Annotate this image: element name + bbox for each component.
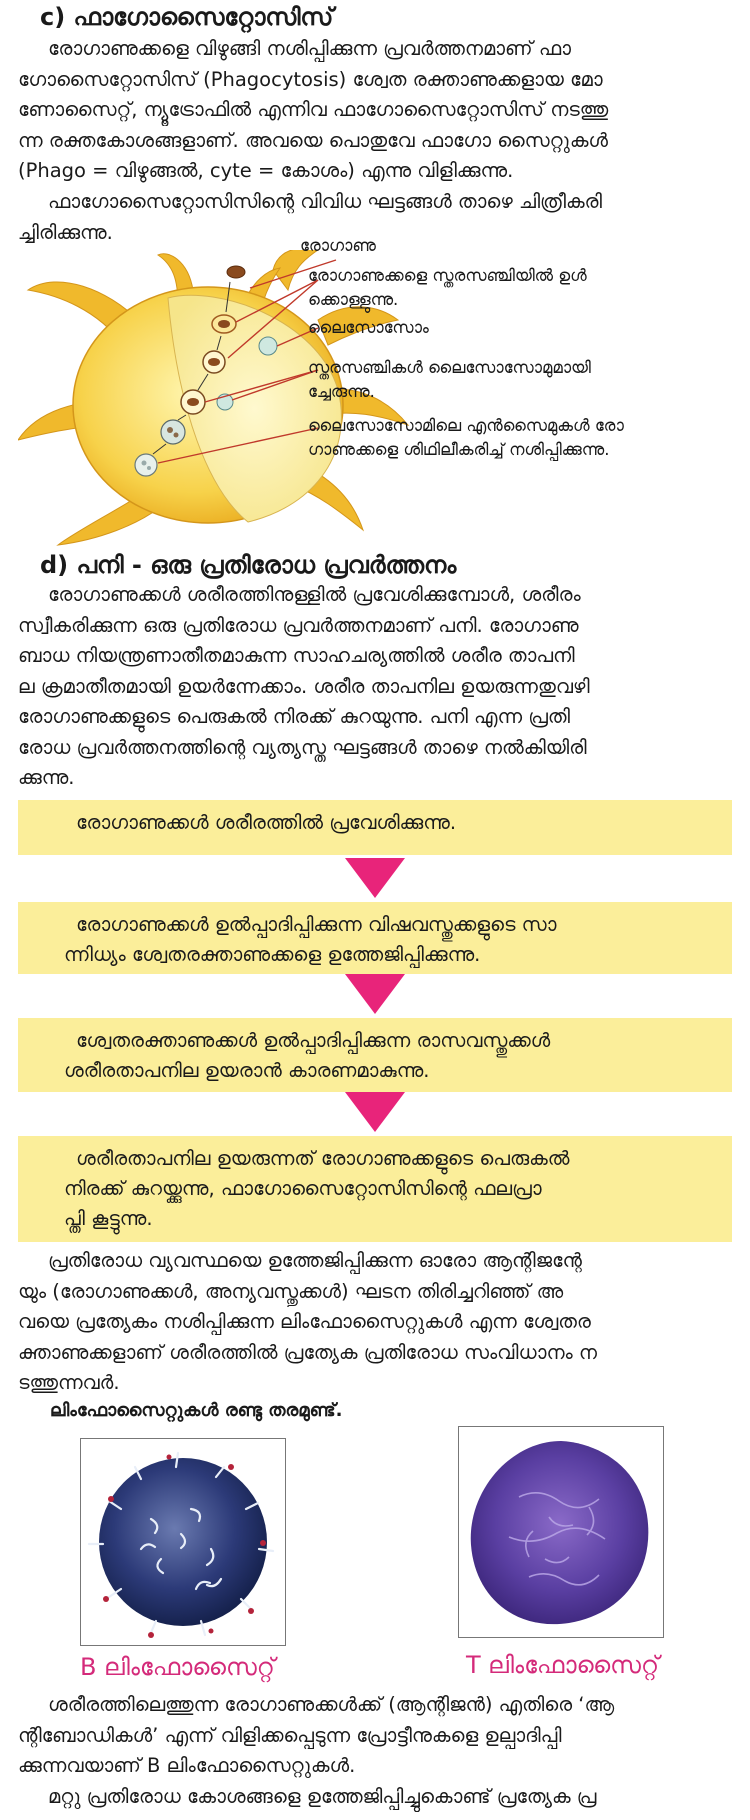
b-lymphocyte-image	[80, 1438, 286, 1646]
flow-step-text: രോഗാണുക്കൾ ശരീരത്തിൽ പ്രവേശിക്കുന്നു.	[76, 811, 457, 834]
text-line: രോഗാണുക്കളെ വിഴുങ്ങി നശിപ്പിക്കുന്ന പ്രവർത്തനമാണ് ഫാ	[48, 37, 572, 60]
flow-step-text: ശ്വേതരക്താണുക്കൾ ഉൽപ്പാദിപ്പിക്കുന്ന രാസവസ്തുക്കൾ	[76, 1029, 551, 1052]
label-fuse-line2: ച്ചേരുന്നു.	[308, 382, 375, 401]
phagocytosis-diagram	[18, 236, 732, 550]
fever-flow-step-4	[18, 1136, 732, 1242]
lymphocyte-types-heading: ലിംഫോസൈറ്റുകൾ രണ്ടു തരമുണ്ട്.	[50, 1400, 343, 1421]
text-line: യും (രോഗാണുക്കൾ, അന്യവസ്തുക്കൾ) ഘടന തിരിച്ചറിഞ്ഞ് അ	[18, 1279, 564, 1303]
text-line: ശരീരത്തിലെത്തുന്ന രോഗാണുക്കൾക്ക് (ആന്റിജൻ) എതിരെ ‘ആ	[48, 1693, 615, 1716]
b-lymphocyte-caption: B ലിംഫോസൈറ്റ്	[80, 1653, 275, 1681]
lymphocyte-paragraph	[18, 1246, 732, 1399]
lysosome-icon	[259, 337, 277, 355]
text-line: വയെ പ്രത്യേകം നശിപ്പിക്കുന്ന ലിംഫോസൈറ്റുകൾ എന്ന ശ്വേതര	[18, 1310, 591, 1333]
flow-step-text: ശരീരതാപനില ഉയരുന്നത് രോഗാണുക്കളുടെ പെരുകൽ	[76, 1147, 570, 1170]
fever-flow-step-3	[18, 1018, 732, 1092]
phagocytosis-paragraph	[18, 34, 732, 187]
flow-step-text: നിരക്ക് കുറയ്ക്കുന്നു, ഫാഗോസൈറ്റോസിസിന്റെ ഫലപ്രാ	[64, 1177, 542, 1200]
down-triangle-icon	[345, 1092, 405, 1132]
text-line: ഫാഗോസൈറ്റോസിസിന്റെ വിവിധ ഘട്ടങ്ങൾ താഴെ ചിത്രീകരി	[48, 190, 602, 213]
label-engulf-line1: രോഗാണുക്കളെ സ്തരസഞ്ചിയിൽ ഉൾ	[308, 266, 587, 285]
section-d-heading: d) പനി - ഒരു പ്രതിരോധ പ്രവർത്തനം	[40, 551, 457, 579]
flow-step-text: പ്തി കൂട്ടുന്നു.	[64, 1207, 153, 1230]
text-line: രോഗാണുക്കൾ ശരീരത്തിനുള്ളിൽ പ്രവേശിക്കുമ്പോൾ, ശരീരം	[48, 583, 581, 606]
flow-step-text: ശരീരതാപനില ഉയരാൻ കാരണമാകുന്നു.	[64, 1059, 430, 1082]
residual-body-icon	[135, 454, 157, 476]
down-triangle-icon	[345, 858, 405, 898]
fever-flow-step-2	[18, 902, 732, 974]
t-lymphocyte-illustration	[459, 1427, 663, 1637]
text-line: (Phago = വിഴുങ്ങൽ, cyte = കോശം) എന്നു വിളിക്കുന്നു.	[18, 159, 514, 182]
text-line: ക്കുന്നു.	[18, 766, 75, 789]
flow-step-text: ന്നിധ്യം ശ്വേതരക്താണുക്കളെ ഉത്തേജിപ്പിക്കുന്നു.	[64, 943, 481, 966]
antibody-paragraph	[18, 1690, 732, 1812]
text-line: രോഗാണുക്കളുടെ പെരുകൽ നിരക്ക് കുറയുന്നു. പനി എന്ന പ്രതി	[18, 705, 570, 728]
text-line: സ്വീകരിക്കുന്ന ഒരു പ്രതിരോധ പ്രവർത്തനമാണ് പനി. രോഗാണു	[18, 613, 579, 637]
text-line: ച്ചിരിക്കുന്നു.	[18, 220, 113, 244]
fever-flow-step-1	[18, 800, 732, 855]
text-line: ണോസൈറ്റ്, ന്യൂട്രോഫിൽ എന്നിവ ഫാഗോസൈറ്റോസിസ് നടത്തു	[18, 98, 609, 121]
text-line: ക്താണുക്കളാണ് ശരീരത്തിൽ പ്രത്യേക പ്രതിരോധ സംവിധാനം ന	[18, 1340, 598, 1364]
b-lymphocyte-illustration	[81, 1439, 285, 1645]
down-triangle-icon	[345, 974, 405, 1014]
label-enzyme-line2: ഗാണുക്കളെ ശിഥിലീകരിച്ച് നശിപ്പിക്കുന്നു.	[308, 440, 610, 459]
label-engulf-line2: ക്കൊള്ളുന്നു.	[308, 290, 399, 309]
text-line: ടത്തുന്നവർ.	[18, 1371, 120, 1394]
text-line: ല ക്രമാതീതമായി ഉയർന്നേക്കാം. ശരീര താപനില ഉയരുന്നതുവഴി	[18, 674, 590, 698]
text-line: മറ്റു പ്രതിരോധ കോശങ്ങളെ ഉത്തേജിപ്പിച്ചുകൊണ്ട് പ്രത്യേക പ്ര	[48, 1784, 597, 1808]
text-line: പ്രതിരോധ വ്യവസ്ഥയെ ഉത്തേജിപ്പിക്കുന്ന ഓരോ ആന്റിജന്റേ	[48, 1249, 582, 1272]
vesicle-pathogen-icon	[208, 358, 220, 366]
text-line: ഗോസൈറ്റോസിസ് (Phagocytosis) ശ്വേത രക്താണുക്കളായ മോ	[18, 67, 603, 91]
fever-paragraph	[18, 580, 732, 794]
label-lysosome: ലൈസോസോം	[308, 318, 429, 337]
label-enzyme-line1: ലൈസോസോമിലെ എൻസൈമുകൾ രോ	[308, 416, 624, 435]
t-lymphocyte-caption: T ലിംഫോസൈറ്റ്	[466, 1651, 660, 1679]
label-fuse-line1: സ്തരസഞ്ചികൾ ലൈസോസോമുമായി	[308, 358, 591, 377]
text-line: ക്കുന്നവയാണ് B ലിംഫോസൈറ്റുകൾ.	[18, 1754, 356, 1777]
engulfed-pathogen-icon	[218, 320, 230, 328]
flow-step-text: രോഗാണുക്കൾ ഉൽപ്പാദിപ്പിക്കുന്ന വിഷവസ്തുക്കളുടെ സാ	[76, 913, 557, 936]
text-line: ന്റിബോഡികൾ’ എന്ന് വിളിക്കപ്പെടുന്ന പ്രോട്ടീനുകളെ ഉല്പാദിപ്പി	[18, 1723, 562, 1747]
text-line: രോധ പ്രവർത്തനത്തിന്റെ വ്യത്യസ്ത ഘട്ടങ്ങൾ താഴെ നൽകിയിരി	[18, 735, 587, 759]
section-c-heading: c) ഫാഗോസൈറ്റോസിസ്	[40, 3, 334, 31]
pathogen-icon	[227, 266, 245, 278]
text-line: ന്ന രക്തകോശങ്ങളാണ്. അവയെ പൊതുവേ ഫാഗോ സൈറ്റുകൾ	[18, 128, 608, 152]
text-line: ബാധ നിയന്ത്രണാതീതമാകുന്ന സാഹചര്യത്തിൽ ശരീര താപനി	[18, 644, 575, 667]
t-lymphocyte-image	[458, 1426, 664, 1638]
label-pathogen: രോഗാണു	[300, 236, 376, 255]
